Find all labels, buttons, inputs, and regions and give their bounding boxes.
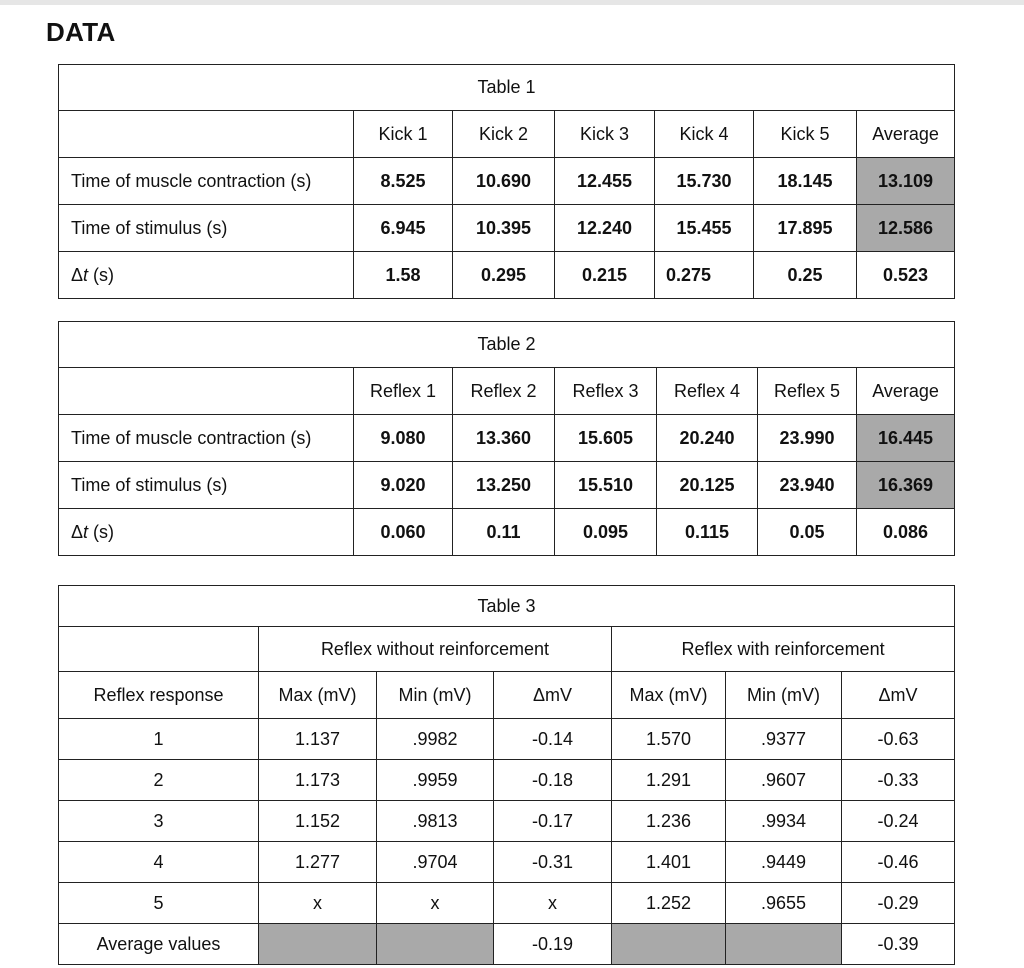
group-header-with: Reflex with reinforcement xyxy=(612,627,955,672)
table-1-col-header: Kick 3 xyxy=(555,111,655,158)
table-cell: -0.17 xyxy=(494,801,612,842)
table-cell: 15.455 xyxy=(655,205,754,252)
table-cell: 6.945 xyxy=(354,205,453,252)
table-cell: 0.215 xyxy=(555,252,655,299)
table-2 xyxy=(58,321,955,556)
row-label xyxy=(59,509,354,556)
table-cell: 1.152 xyxy=(259,801,377,842)
table-cell: 0.275 xyxy=(655,252,754,299)
table-cell: 15.510 xyxy=(555,462,657,509)
table-cell: -0.24 xyxy=(842,801,955,842)
table-cell: -0.31 xyxy=(494,842,612,883)
table-cell: .9655 xyxy=(726,883,842,924)
average-cell: 13.109 xyxy=(857,158,955,205)
table-3-corner xyxy=(59,627,259,672)
table-cell: 20.125 xyxy=(657,462,758,509)
table-1-col-header: Kick 5 xyxy=(754,111,857,158)
table-1-col-header: Kick 2 xyxy=(453,111,555,158)
table-cell: -0.63 xyxy=(842,719,955,760)
table-row xyxy=(59,801,955,842)
table-3-col-header: ΔmV xyxy=(494,672,612,719)
table-cell: 1.291 xyxy=(612,760,726,801)
table-cell: 20.240 xyxy=(657,415,758,462)
table-cell: .9377 xyxy=(726,719,842,760)
table-2-col-header: Average xyxy=(857,368,955,415)
table-cell: -0.33 xyxy=(842,760,955,801)
table-row xyxy=(59,883,955,924)
table-cell: .9449 xyxy=(726,842,842,883)
unit-label: (s) xyxy=(88,521,115,542)
table-1-corner xyxy=(59,111,354,158)
time-variable: t xyxy=(83,264,89,285)
table-cell: .9934 xyxy=(726,801,842,842)
table-cell: x xyxy=(259,883,377,924)
table-cell: .9607 xyxy=(726,760,842,801)
table-1-col-header: Average xyxy=(857,111,955,158)
shaded-cell xyxy=(377,924,494,965)
table-cell: -0.18 xyxy=(494,760,612,801)
table-cell: -0.46 xyxy=(842,842,955,883)
table-1-caption: Table 1 xyxy=(59,65,955,111)
table-cell: 10.690 xyxy=(453,158,555,205)
table-cell: 0.05 xyxy=(758,509,857,556)
table-cell: 23.990 xyxy=(758,415,857,462)
table-cell: 8.525 xyxy=(354,158,453,205)
table-cell: 0.25 xyxy=(754,252,857,299)
table-3-col-header: Min (mV) xyxy=(377,672,494,719)
table-cell: 18.145 xyxy=(754,158,857,205)
table-cell: x xyxy=(377,883,494,924)
table-row xyxy=(59,842,955,883)
table-cell: x xyxy=(494,883,612,924)
table-cell: 1.173 xyxy=(259,760,377,801)
table-3 xyxy=(58,585,955,965)
page-title: DATA xyxy=(46,17,116,47)
table-3-col-header: Min (mV) xyxy=(726,672,842,719)
table-cell: -0.14 xyxy=(494,719,612,760)
row-label xyxy=(59,252,354,299)
table-cell: -0.29 xyxy=(842,883,955,924)
table-cell: 9.080 xyxy=(354,415,453,462)
table-3-col-header: Max (mV) xyxy=(259,672,377,719)
table-cell: .9959 xyxy=(377,760,494,801)
unit-label: (s) xyxy=(88,264,115,285)
table-row xyxy=(59,205,955,252)
group-header-without: Reflex without reinforcement xyxy=(259,627,612,672)
table-row xyxy=(59,415,955,462)
table-cell: -0.39 xyxy=(842,924,955,965)
table-cell: 1.137 xyxy=(259,719,377,760)
table-cell: 1.570 xyxy=(612,719,726,760)
average-cell: 0.086 xyxy=(857,509,955,556)
table-2-col-header: Reflex 4 xyxy=(657,368,758,415)
table-cell: 1.252 xyxy=(612,883,726,924)
table-cell: 12.455 xyxy=(555,158,655,205)
table-2-col-header: Reflex 5 xyxy=(758,368,857,415)
delta-symbol: Δ xyxy=(71,264,84,285)
table-cell: 0.060 xyxy=(354,509,453,556)
table-cell: 1 xyxy=(59,719,259,760)
row-label: Time of stimulus (s) xyxy=(59,205,354,252)
table-row xyxy=(59,760,955,801)
table-3-col-header: Max (mV) xyxy=(612,672,726,719)
table-cell: 0.115 xyxy=(657,509,758,556)
table-row xyxy=(59,462,955,509)
table-cell: .9813 xyxy=(377,801,494,842)
table-cell: .9982 xyxy=(377,719,494,760)
row-label: Time of stimulus (s) xyxy=(59,462,354,509)
table-cell: 3 xyxy=(59,801,259,842)
row-label: Time of muscle contraction (s) xyxy=(59,415,354,462)
table-cell: 1.58 xyxy=(354,252,453,299)
table-cell: 1.277 xyxy=(259,842,377,883)
table-cell: 2 xyxy=(59,760,259,801)
table-cell: .9704 xyxy=(377,842,494,883)
table-cell: 13.250 xyxy=(453,462,555,509)
table-cell: 0.295 xyxy=(453,252,555,299)
table-2-col-header: Reflex 1 xyxy=(354,368,453,415)
table-2-caption: Table 2 xyxy=(59,322,955,368)
table-cell: 17.895 xyxy=(754,205,857,252)
table-cell: -0.19 xyxy=(494,924,612,965)
average-cell: 16.445 xyxy=(857,415,955,462)
table-2-col-header: Reflex 2 xyxy=(453,368,555,415)
table-cell: 1.236 xyxy=(612,801,726,842)
table-cell: 15.605 xyxy=(555,415,657,462)
table-2-corner xyxy=(59,368,354,415)
average-cell: 16.369 xyxy=(857,462,955,509)
table-cell: 13.360 xyxy=(453,415,555,462)
table-row xyxy=(59,719,955,760)
time-variable: t xyxy=(83,521,89,542)
table-row xyxy=(59,158,955,205)
table-cell: 10.395 xyxy=(453,205,555,252)
top-divider xyxy=(0,0,1024,5)
table-1 xyxy=(58,64,955,299)
table-3-caption: Table 3 xyxy=(59,586,955,627)
shaded-cell xyxy=(259,924,377,965)
table-2-col-header: Reflex 3 xyxy=(555,368,657,415)
average-cell: 12.586 xyxy=(857,205,955,252)
row-label: Time of muscle contraction (s) xyxy=(59,158,354,205)
table-cell: 12.240 xyxy=(555,205,655,252)
delta-symbol: Δ xyxy=(71,521,84,542)
table-row xyxy=(59,509,955,556)
shaded-cell xyxy=(726,924,842,965)
table-cell: 1.401 xyxy=(612,842,726,883)
table-1-col-header: Kick 1 xyxy=(354,111,453,158)
table-cell: 0.11 xyxy=(453,509,555,556)
table-cell: 15.730 xyxy=(655,158,754,205)
table-cell: 23.940 xyxy=(758,462,857,509)
table-row xyxy=(59,252,955,299)
row-label: Average values xyxy=(59,924,259,965)
table-1-col-header: Kick 4 xyxy=(655,111,754,158)
table-3-col-header: Reflex response xyxy=(59,672,259,719)
table-cell: 0.095 xyxy=(555,509,657,556)
average-row xyxy=(59,924,955,965)
table-cell: 9.020 xyxy=(354,462,453,509)
table-3-col-header: ΔmV xyxy=(842,672,955,719)
table-cell: 5 xyxy=(59,883,259,924)
shaded-cell xyxy=(612,924,726,965)
average-cell: 0.523 xyxy=(857,252,955,299)
table-cell: 4 xyxy=(59,842,259,883)
